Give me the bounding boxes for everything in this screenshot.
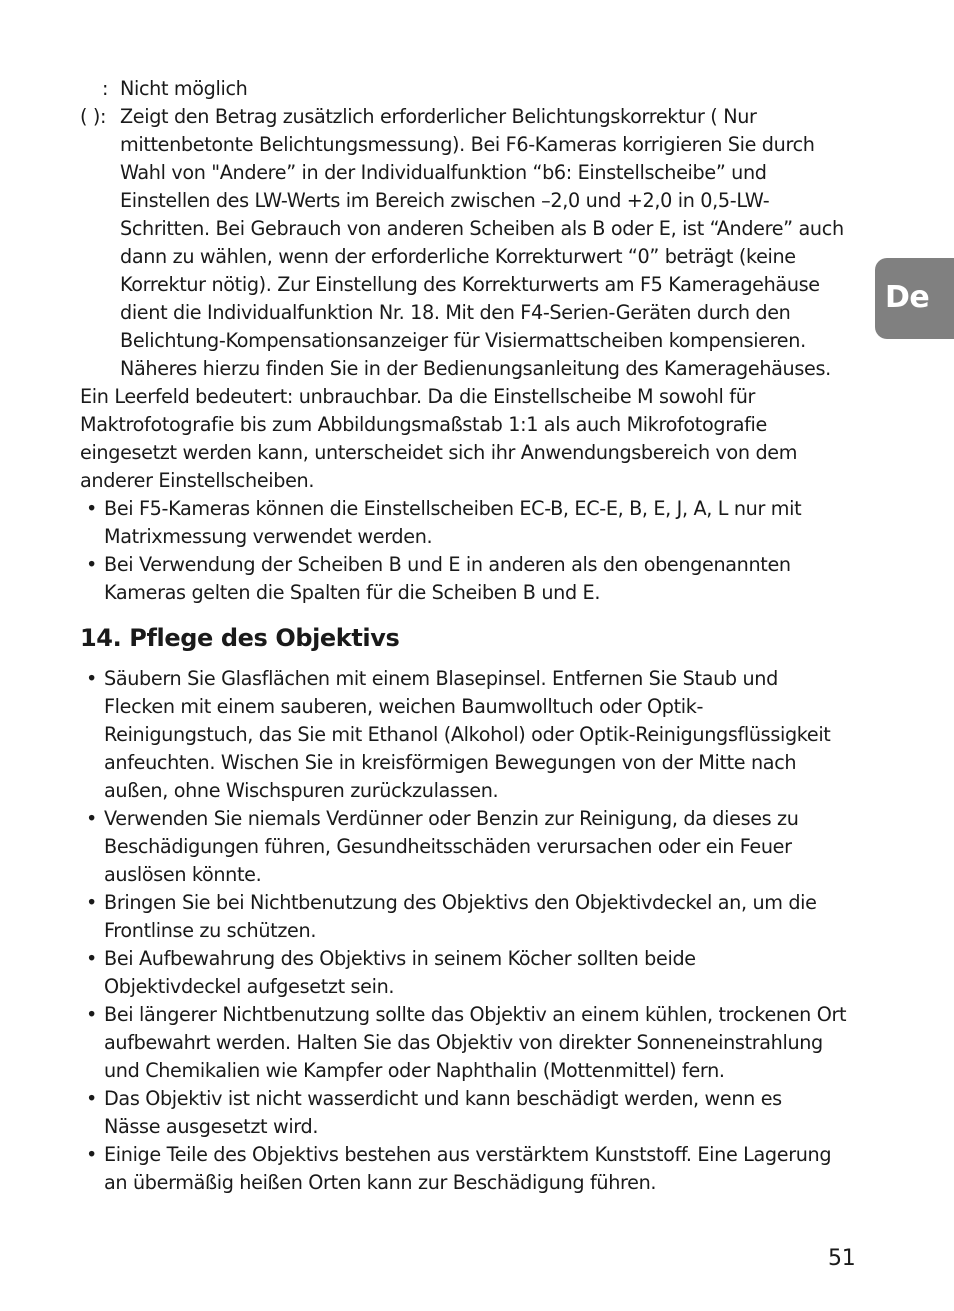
page-number: 51 bbox=[828, 1246, 856, 1271]
list-item-line: Bei längerer Nichtbenutzung sollte das Objektiv an einem kühlen, trockenen Ort bbox=[104, 1003, 847, 1026]
list-item bbox=[80, 495, 860, 551]
list-item bbox=[80, 665, 860, 805]
list-item-line: Nässe ausgesetzt wird. bbox=[104, 1115, 319, 1138]
language-tab bbox=[875, 258, 954, 339]
legend-key: : bbox=[102, 77, 109, 100]
list-item bbox=[80, 945, 860, 1001]
bullet-icon: • bbox=[86, 667, 97, 690]
list-item bbox=[80, 551, 860, 607]
bullet-icon: • bbox=[86, 497, 97, 520]
list-item bbox=[80, 805, 860, 889]
legend bbox=[80, 75, 860, 383]
blank-field-paragraph bbox=[80, 383, 797, 495]
legend-text-line: dient die Individualfunktion Nr. 18. Mit den F4-Serien-Geräten durch den bbox=[120, 301, 791, 324]
legend-item bbox=[80, 75, 860, 103]
list-item-line: Bei F5-Kameras können die Einstellscheiben EC-B, EC-E, B, E, J, A, L nur mit bbox=[104, 497, 802, 520]
legend-text-line: Einstellen des LW-Werts im Bereich zwischen –2,0 und +2,0 in 0,5-LW- bbox=[120, 189, 770, 212]
legend-text-line: Wahl von "Andere” in der Individualfunktion “b6: Einstellscheibe” und bbox=[120, 161, 767, 184]
screen-notes-list bbox=[80, 495, 860, 607]
bullet-icon: • bbox=[86, 1003, 97, 1026]
legend-text-line: mittenbetonte Belichtungsmessung). Bei F6-Kameras korrigieren Sie durch bbox=[120, 133, 815, 156]
list-item bbox=[80, 1141, 860, 1197]
bullet-icon: • bbox=[86, 1087, 97, 1110]
list-item-line: Das Objektiv ist nicht wasserdicht und kann beschädigt werden, wenn es bbox=[104, 1087, 782, 1110]
lens-care-list bbox=[80, 665, 860, 1197]
list-item-line: anfeuchten. Wischen Sie in kreisförmigen Bewegungen von der Mitte nach bbox=[104, 751, 797, 774]
list-item-line: Einige Teile des Objektivs bestehen aus verstärktem Kunststoff. Eine Lagerung bbox=[104, 1143, 832, 1166]
list-item-line: Säubern Sie Glasflächen mit einem Blasepinsel. Entfernen Sie Staub und bbox=[104, 667, 778, 690]
section-title: 14. Pflege des Objektivs bbox=[80, 624, 400, 652]
legend-item bbox=[80, 103, 860, 383]
bullet-icon: • bbox=[86, 891, 97, 914]
list-item bbox=[80, 1085, 860, 1141]
bullet-icon: • bbox=[86, 947, 97, 970]
list-item-line: außen, ohne Wischspuren zurückzulassen. bbox=[104, 779, 499, 802]
legend-key: ( ): bbox=[80, 105, 107, 128]
language-tab-label: De bbox=[885, 280, 930, 315]
list-item-line: Bei Aufbewahrung des Objektivs in seinem Köcher sollten beide bbox=[104, 947, 696, 970]
list-item-line: und Chemikalien wie Kampfer oder Naphthalin (Mottenmittel) fern. bbox=[104, 1059, 725, 1082]
legend-text-line: Nicht möglich bbox=[120, 77, 248, 100]
list-item-line: Beschädigungen führen, Gesundheitsschäden verursachen oder ein Feuer bbox=[104, 835, 792, 858]
list-item-line: Bringen Sie bei Nichtbenutzung des Objektivs den Objektivdeckel an, um die bbox=[104, 891, 817, 914]
list-item-line: Bei Verwendung der Scheiben B und E in anderen als den obengenannten bbox=[104, 553, 791, 576]
bullet-icon: • bbox=[86, 1143, 97, 1166]
paragraph-line: anderer Einstellscheiben. bbox=[80, 469, 315, 492]
legend-text-line: Schritten. Bei Gebrauch von anderen Scheiben als B oder E, ist “Andere” auch bbox=[120, 217, 844, 240]
list-item bbox=[80, 889, 860, 945]
legend-text-line: Korrektur nötig). Zur Einstellung des Korrekturwerts am F5 Kameragehäuse bbox=[120, 273, 820, 296]
list-item-line: auslösen könnte. bbox=[104, 863, 262, 886]
list-item-line: Kameras gelten die Spalten für die Scheiben B und E. bbox=[104, 581, 601, 604]
legend-text-line: Belichtung-Kompensationsanzeiger für Visiermattscheiben kompensieren. bbox=[120, 329, 806, 352]
list-item-line: Verwenden Sie niemals Verdünner oder Benzin zur Reinigung, da dieses zu bbox=[104, 807, 799, 830]
list-item bbox=[80, 1001, 860, 1085]
paragraph-line: eingesetzt werden kann, unterscheidet sich ihr Anwendungsbereich von dem bbox=[80, 441, 798, 464]
list-item-line: Reinigungstuch, das Sie mit Ethanol (Alkohol) oder Optik-Reinigungsflüssigkeit bbox=[104, 723, 831, 746]
paragraph-line: Ein Leerfeld bedeutert: unbrauchbar. Da die Einstellscheibe M sowohl für bbox=[80, 385, 756, 408]
list-item-line: Matrixmessung verwendet werden. bbox=[104, 525, 433, 548]
legend-text-line: Zeigt den Betrag zusätzlich erforderlicher Belichtungskorrektur ( Nur bbox=[120, 105, 757, 128]
list-item-line: aufbewahrt werden. Halten Sie das Objektiv von direkter Sonneneinstrahlung bbox=[104, 1031, 823, 1054]
list-item-line: Objektivdeckel aufgesetzt sein. bbox=[104, 975, 395, 998]
legend-text-line: dann zu wählen, wenn der erforderliche Korrekturwert “0” beträgt (keine bbox=[120, 245, 796, 268]
list-item-line: Frontlinse zu schützen. bbox=[104, 919, 317, 942]
bullet-icon: • bbox=[86, 807, 97, 830]
list-item-line: Flecken mit einem sauberen, weichen Baumwolltuch oder Optik- bbox=[104, 695, 704, 718]
list-item-line: an übermäßig heißen Orten kann zur Beschädigung führen. bbox=[104, 1171, 657, 1194]
legend-text-line: Näheres hierzu finden Sie in der Bedienungsanleitung des Kameragehäuses. bbox=[120, 357, 831, 380]
paragraph-line: Maktrofotografie bis zum Abbildungsmaßstab 1:1 als auch Mikrofotografie bbox=[80, 413, 767, 436]
bullet-icon: • bbox=[86, 553, 97, 576]
